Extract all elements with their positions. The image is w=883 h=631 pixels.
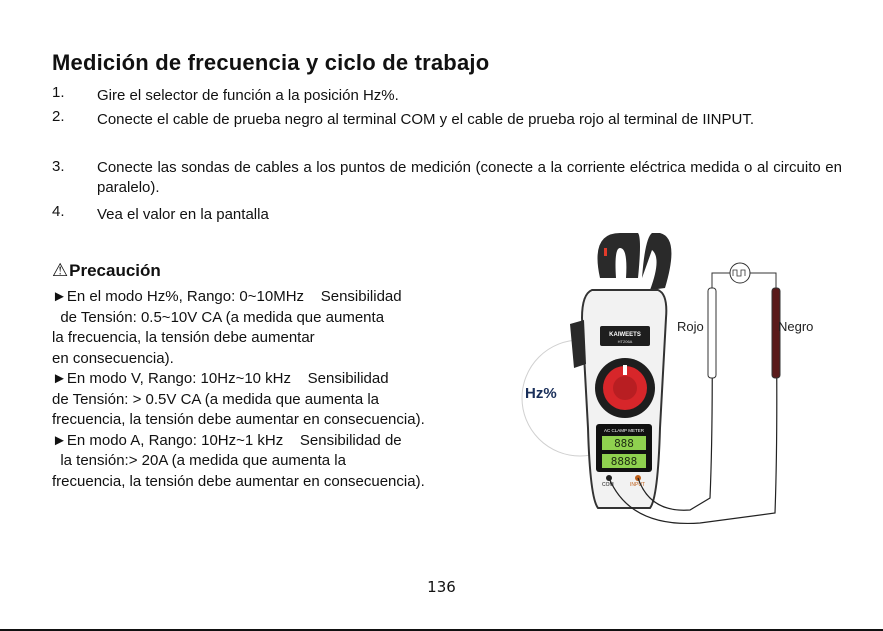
dial-pointer — [623, 365, 627, 375]
caution-line: ►En modo V, Rango: 10Hz~10 kHz Sensibilidad — [52, 370, 389, 387]
step-number: 4. — [52, 203, 65, 220]
caution-heading — [52, 260, 161, 281]
caution-line: ►En modo A, Rango: 10Hz~1 kHz Sensibilidad de — [52, 431, 402, 449]
page-number: 136 — [427, 578, 456, 596]
caution-line: de Tensión: 0.5~10V CA (a medida que aumenta — [52, 308, 385, 326]
step-text: Gire el selector de función a la posición Hz%. — [97, 87, 399, 104]
caution-line: la tensión:> 20A (a medida que aumenta la — [52, 452, 346, 469]
lcd-digits-2: 8888 — [610, 455, 638, 468]
step-number: 2. — [52, 108, 65, 125]
caution-text — [52, 287, 425, 492]
model-text: HT206A — [617, 339, 633, 344]
input-label: INPUT — [630, 482, 645, 488]
caution-line: frecuencia, la tensión debe aumentar en consecuencia). — [52, 472, 425, 490]
caution-line: ►En el modo Hz%, Rango: 0~10MHz Sensibilidad — [52, 288, 402, 305]
meter-label: AC CLAMP METER — [604, 428, 644, 433]
jaw-marker — [604, 248, 607, 256]
step-text: Vea el valor en la pantalla — [97, 206, 269, 223]
step-number: 3. — [52, 158, 65, 175]
negro-label: Negro — [778, 319, 814, 334]
caution-line: de Tensión: > 0.5V CA (a medida que aumenta la — [52, 390, 380, 408]
lcd-digits-1: 888 — [614, 437, 634, 450]
hz-label: Hz% — [525, 385, 557, 402]
page-title: Medición de frecuencia y ciclo de trabajo — [52, 50, 490, 75]
step-text: Conecte las sondas de cables a los puntos de medición (conecte a la corriente eléctrica medida o al circuito en paralelo). — [97, 159, 842, 196]
com-label: COM — [602, 482, 614, 488]
clamp-jaw-right — [642, 233, 671, 290]
rojo-label: Rojo — [677, 319, 704, 334]
clamp-jaw-left — [598, 233, 641, 278]
brand-text: KAIWEETS — [609, 332, 641, 338]
caution-line: en consecuencia). — [52, 349, 174, 367]
caution-line: la frecuencia, la tensión debe aumentar — [52, 329, 315, 346]
clamp-meter-illustration — [520, 228, 850, 538]
circuit-wire-right — [750, 273, 776, 288]
caution-line: frecuencia, la tensión debe aumentar en consecuencia). — [52, 411, 425, 428]
circuit-wire-left — [712, 273, 730, 288]
step-text: Conecte el cable de prueba negro al terminal COM y el cable de prueba rojo al terminal de IINPUT. — [97, 111, 755, 128]
caution-title: Precaución — [69, 261, 161, 280]
step-number: 1. — [52, 84, 65, 101]
red-probe — [708, 288, 716, 378]
warning-triangle-icon: ⚠ — [52, 260, 69, 280]
clamp-meter-figure — [520, 228, 850, 538]
dial-center — [613, 376, 637, 400]
